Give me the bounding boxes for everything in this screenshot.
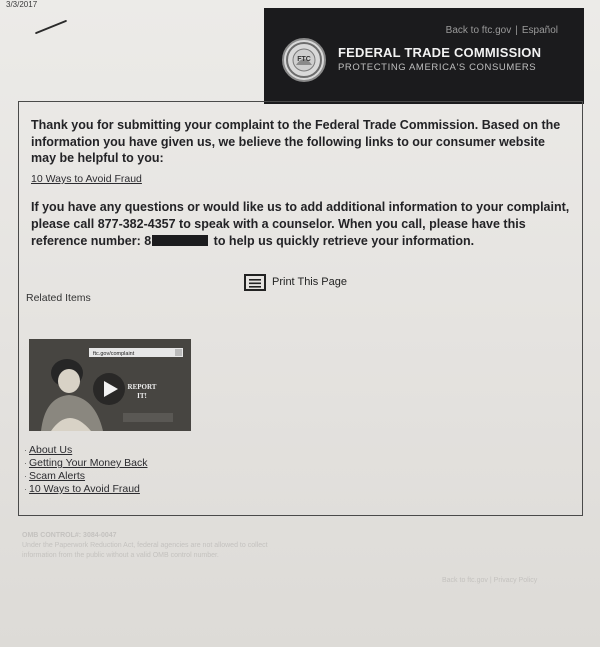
privacy-policy-link[interactable]: Privacy Policy [493,577,538,584]
ftc-title: FEDERAL TRADE COMMISSION [338,45,542,60]
seal-text: FTC [297,56,311,63]
related-link-item[interactable]: · About Us [24,444,73,456]
omb-control-notice [22,531,268,561]
call-text-before: If you have any questions or would like us to add additional information to your complaint, please call 877-382-4357 to speak with a counselor. When you call, please have this reference number: 8 [31,200,570,248]
call-text-after: to help us quickly retrieve your information. [210,234,475,248]
report-it-video-thumbnail[interactable] [29,339,191,431]
thank-you-message: Thank you for submitting your complaint to the Federal Trade Commission. Based on the information you have given us, we believe the following links to our consumer website may be helpful to you: [31,118,561,165]
print-date: 3/3/2017 [6,0,38,9]
related-items-heading: Related Items [26,292,91,304]
footer-links [442,577,537,584]
print-icon [244,274,266,292]
scam-alerts-link[interactable]: Scam Alerts [29,470,86,482]
ftc-seal-icon [282,38,326,82]
header-separator: | [515,25,518,36]
complaint-confirmation-box [18,101,583,516]
footer-back-to-ftc-link[interactable]: Back to ftc.gov [442,577,488,584]
ftc-tagline: PROTECTING AMERICA'S CONSUMERS [338,62,537,73]
getting-money-back-link[interactable]: Getting Your Money Back [29,457,148,469]
about-us-link[interactable]: About Us [29,444,73,456]
call-counselor-message [31,199,576,250]
print-page-label: Print This Page [272,276,348,288]
footer-separator: | [489,577,492,584]
omb-notice-line-1: Under the Paperwork Reduction Act, federal agencies are not allowed to collect [22,542,268,549]
related-link-item[interactable]: · 10 Ways to Avoid Fraud [24,483,140,495]
header-links [446,25,558,36]
related-avoid-fraud-link[interactable]: 10 Ways to Avoid Fraud [29,483,140,495]
back-to-ftc-link[interactable]: Back to ftc.gov [445,25,512,36]
video-it-label: IT! [137,392,147,400]
video-url-bar: ftc.gov/complaint [93,351,135,357]
related-link-item[interactable]: · Getting Your Money Back [24,457,148,469]
ftc-header-banner [264,8,584,104]
related-link-item[interactable]: · Scam Alerts [24,470,86,482]
video-report-label: REPORT [127,383,157,391]
espanol-link[interactable]: Español [521,25,558,36]
omb-notice-line-2: information from the public without a valid OMB control number. [22,552,219,559]
avoid-fraud-link[interactable]: 10 Ways to Avoid Fraud [31,173,142,185]
pen-mark [35,20,67,35]
redacted-reference-number [152,235,208,246]
omb-control-number: OMB CONTROL#: 3084-0047 [22,532,117,539]
related-links-list [24,444,148,496]
